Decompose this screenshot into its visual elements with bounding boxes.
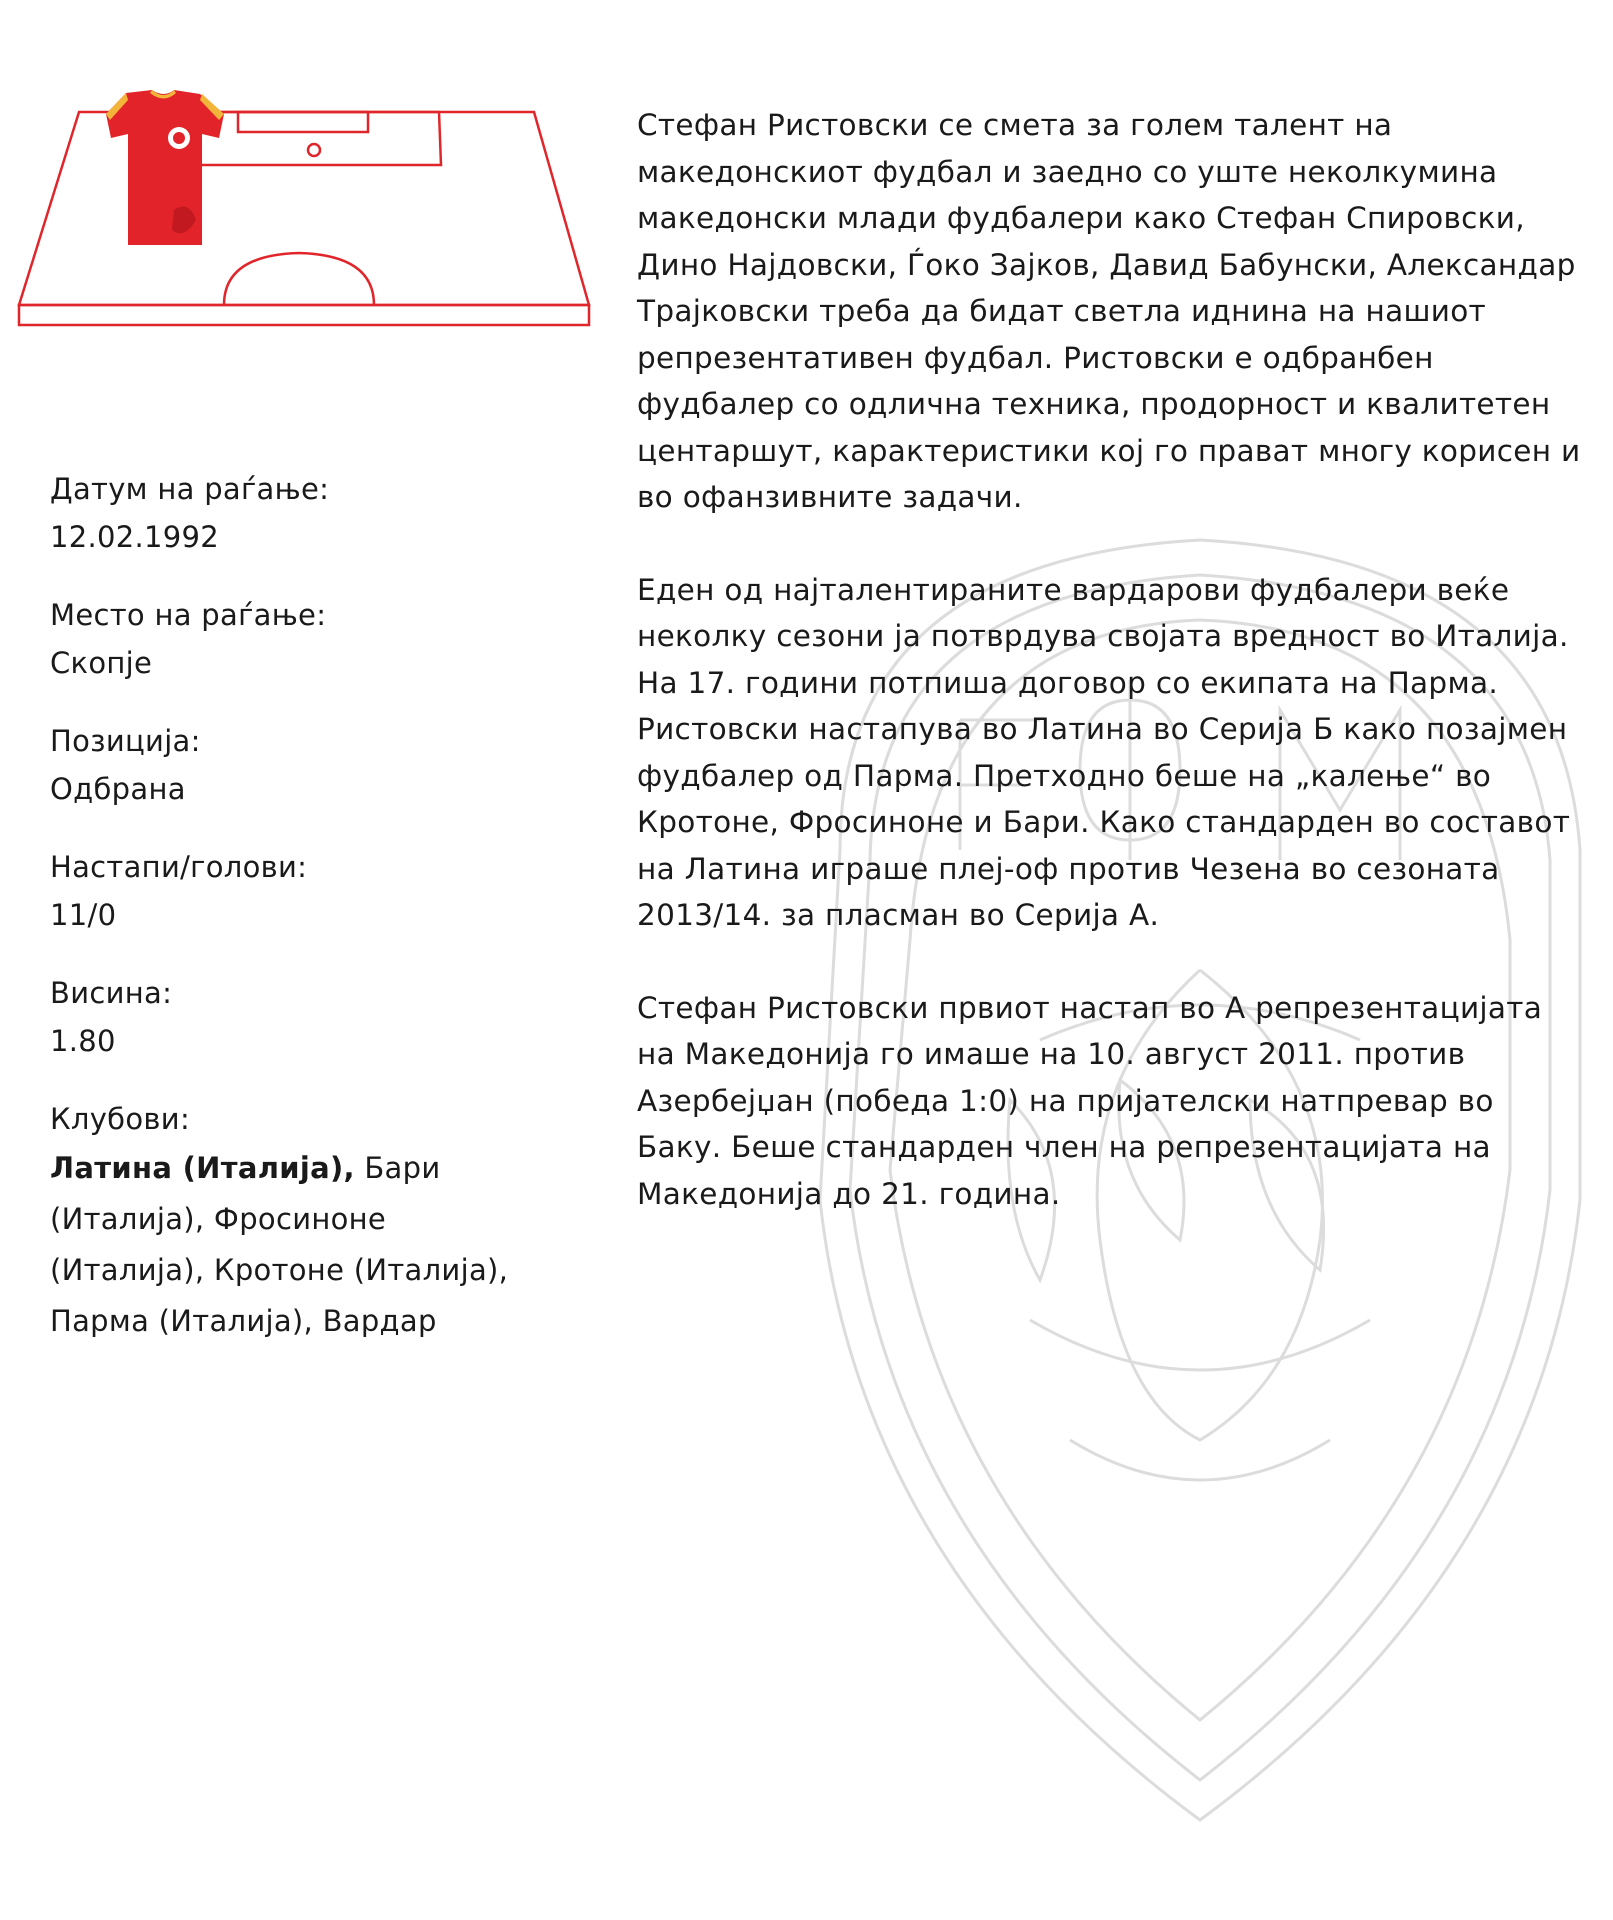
player-info-sidebar <box>50 465 530 1377</box>
red-jersey-icon <box>106 90 224 245</box>
birth-date-block <box>50 465 530 561</box>
caps-goals-value: 11/0 <box>50 898 117 932</box>
height-label: Висина: <box>50 976 173 1010</box>
height-value: 1.80 <box>50 1024 116 1058</box>
height-block <box>50 969 530 1065</box>
birth-date-label: Датум на раѓање: <box>50 472 330 506</box>
clubs-label: Клубови: <box>50 1102 191 1136</box>
position-block <box>50 717 530 813</box>
current-club: Латина (Италија), <box>50 1151 355 1185</box>
clubs-list <box>50 1143 530 1347</box>
clubs-block <box>50 1095 530 1347</box>
bio-paragraph-2: Еден од најталентираните вардарови фудбалери веќе неколку сезони ја потврдува својата вредност во Италија. На 17. години потпиша договор со екипата на Парма. Ристовски настапува во Латина во Серија Б како позајмен фудбалер од Парма. Претходно беше на „калење“ во Кротоне, Фросиноне и Бари. Како стандарден во составот на Латина играше плеј-оф против Чезена во сезоната 2013/14. за пласман во Серија А. <box>637 572 1571 932</box>
birth-place-block <box>50 591 530 687</box>
birth-place-label: Место на раѓање: <box>50 598 327 632</box>
caps-goals-block <box>50 843 530 939</box>
bio-paragraph-3: Стефан Ристовски првиот настап во А репрезентацијата на Македонија го имаше на 10. август 2011. против Азербејџан (победа 1:0) на пријателски натпревар во Баку. Беше стандарден член на репрезентацијата на Македонија до 21. година. <box>637 990 1543 1211</box>
position-label: Позиција: <box>50 724 201 758</box>
caps-goals-label: Настапи/голови: <box>50 850 308 884</box>
pitch-diagram-icon <box>14 90 604 340</box>
biography <box>637 102 1587 1263</box>
birth-place-value: Скопје <box>50 646 153 680</box>
other-clubs: Бари (Италија), Фросиноне (Италија), Кротоне (Италија), Парма (Италија), Вардар <box>50 1151 509 1338</box>
position-value: Одбрана <box>50 772 186 806</box>
birth-date-value: 12.02.1992 <box>50 520 220 554</box>
bio-paragraph-1: Стефан Ристовски се смета за голем талент на македонскиот фудбал и заедно со уште неколкумина македонски млади фудбалери како Стефан Спировски, Дино Најдовски, Ѓоко Зајков, Давид Бабунски, Александар Трајковски треба да бидат светла иднина на нашиот репрезентативен фудбал. Ристовски е одбранбен фудбалер со одлична техника, продорност и квалитетен центаршут, карактеристики кој го прават многу корисен и во офанзивните задачи. <box>637 108 1581 514</box>
